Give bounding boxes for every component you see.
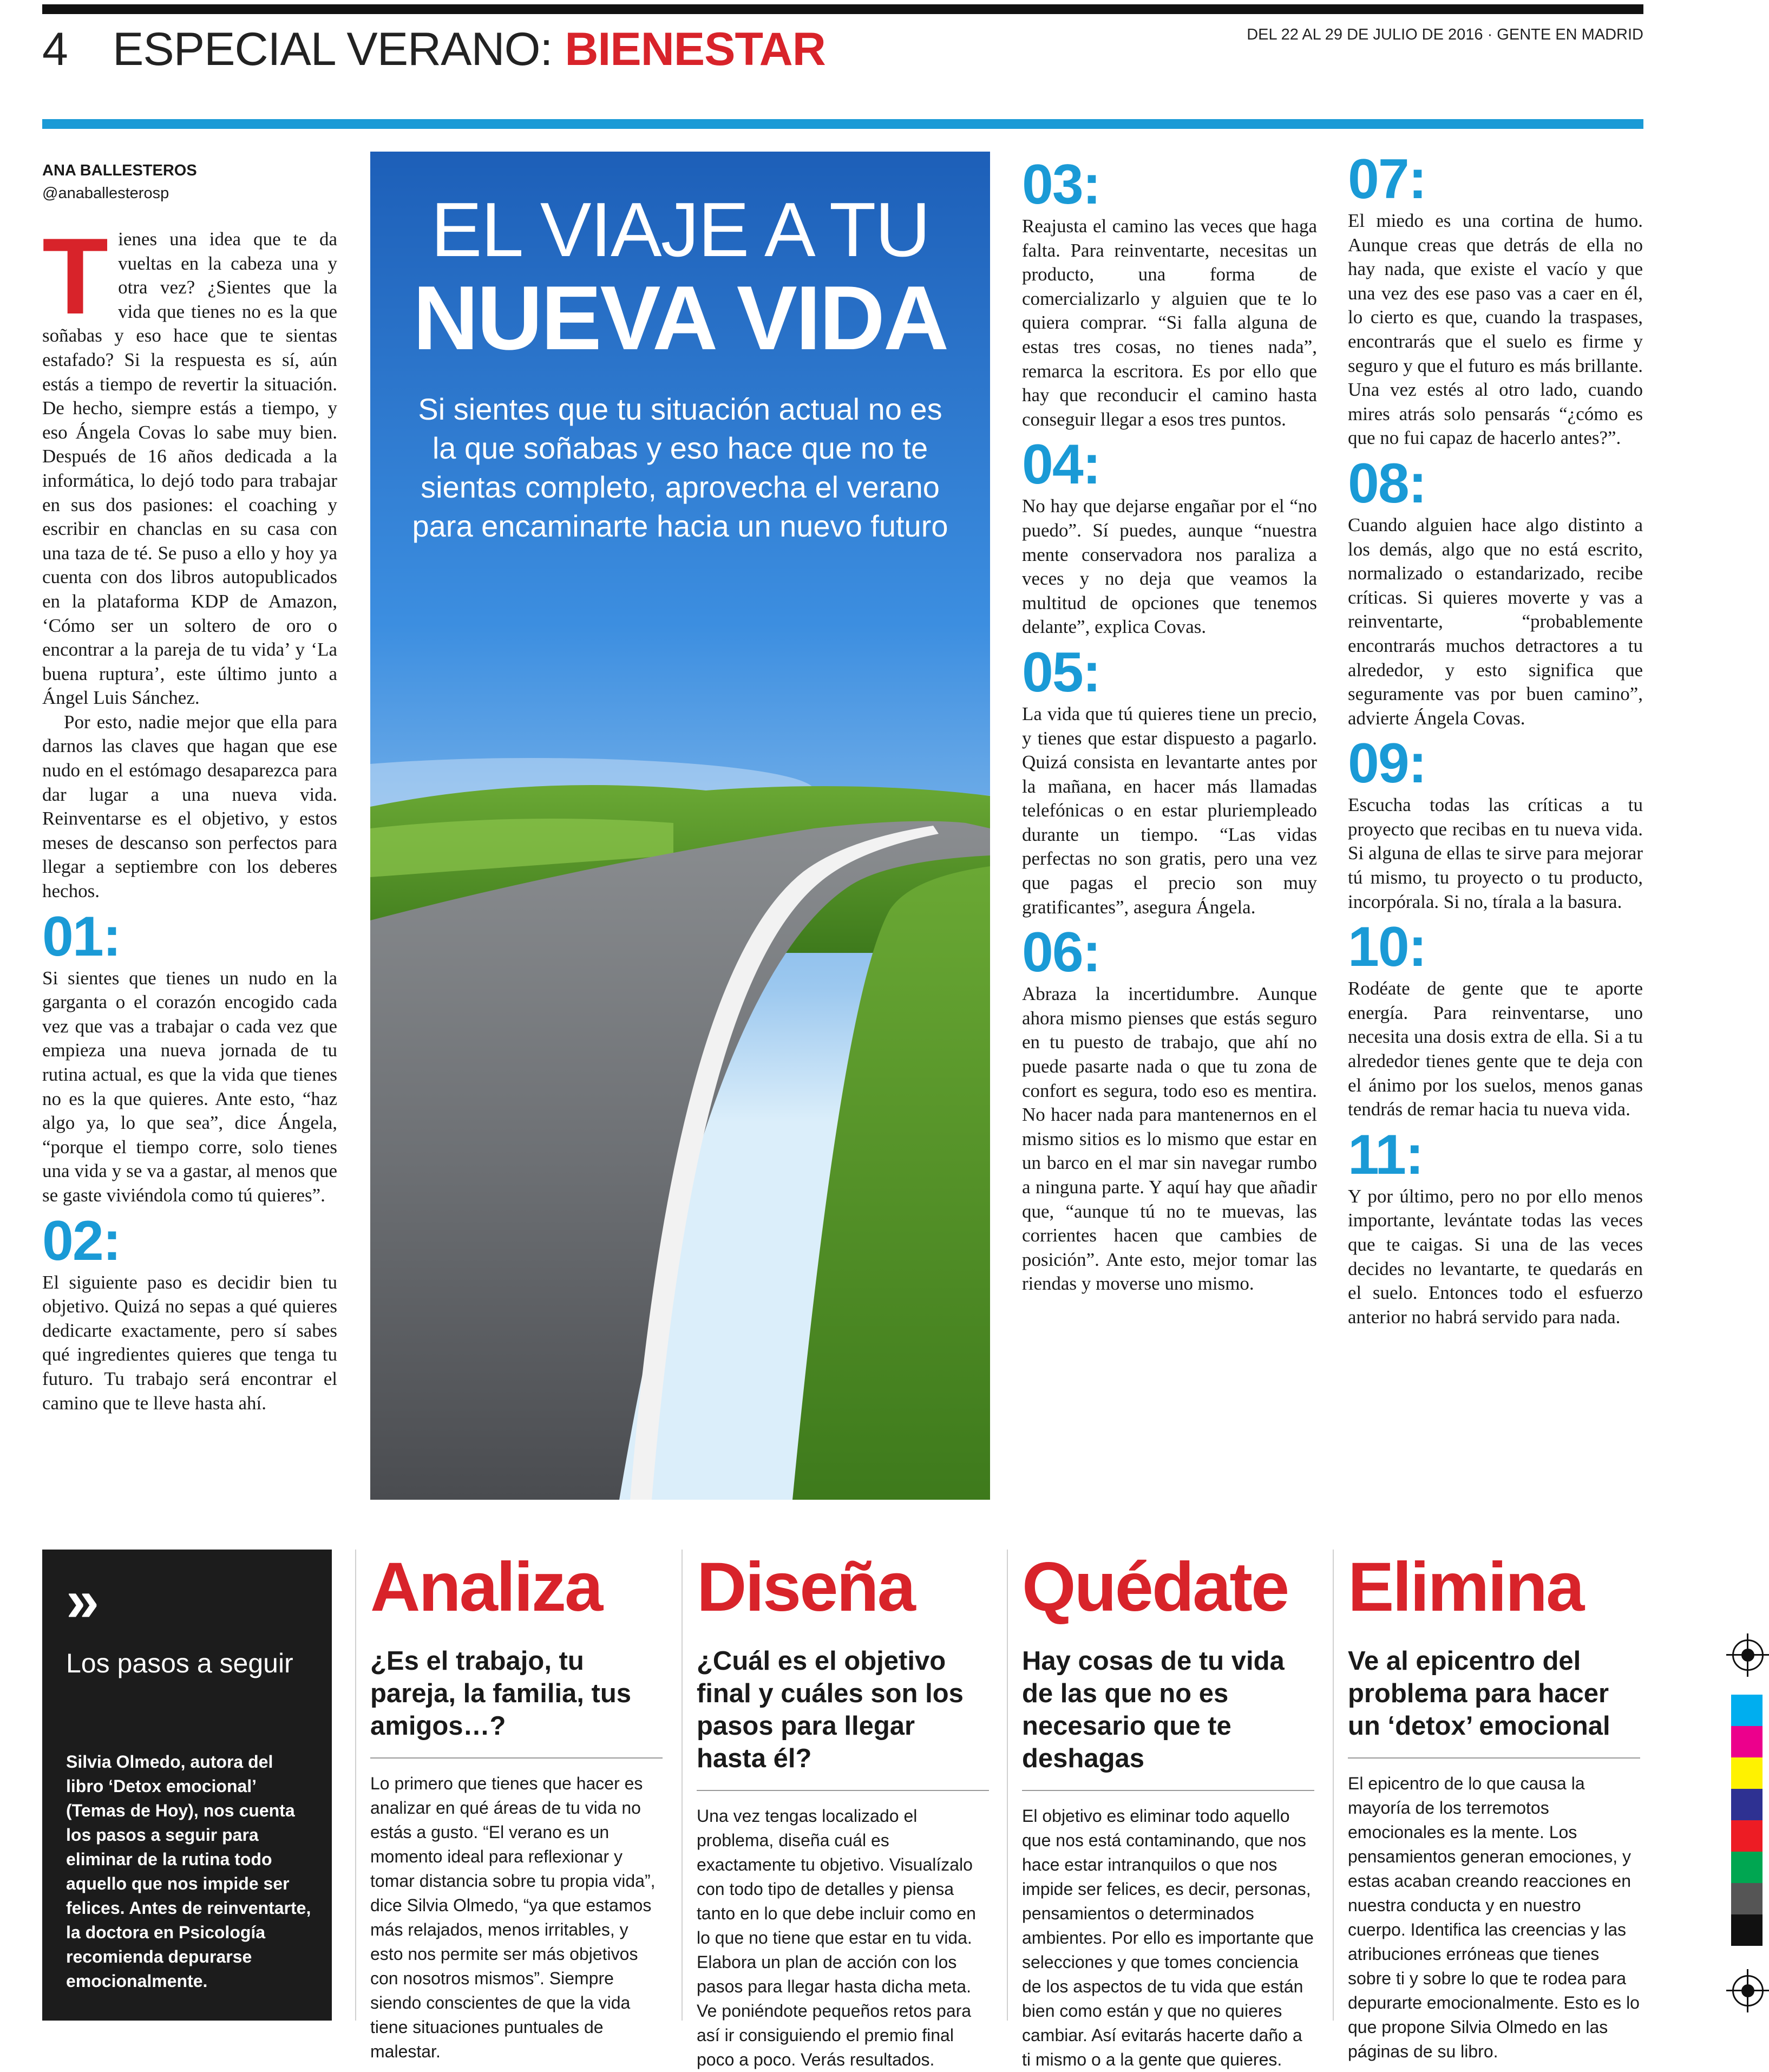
key-text-10: Rodéate de gente que te aporte energía. Para reinventarse, uno necesita una dosis extra de ella. Si a tu alrededor tienes gente que te deja con el ánimo por los suelos, menos ganas tendrás de remar hacia tu nueva vida.: [1348, 978, 1643, 1120]
step-analiza: [370, 1550, 663, 2064]
key-text-01: Si sientes que tienes un nudo en la garganta o el corazón encogido cada vez que vas a trabajar o cada vez que empieza una nueva jornada de tu rutina actual, es que la vida que tienes no es la que quieres. Ante esto, “haz algo ya, lo que sea”, dice Ángela, “porque el tiempo corre, solo tienes una vida y se va a gastar, al menos que se gaste viviéndola como tú quieres”.: [42, 967, 337, 1206]
step-question: Hay cosas de tu vida de las que no es necesario que te deshagas: [1022, 1646, 1285, 1773]
key-text-08: Cuando alguien hace algo distinto a los demás, algo que no está escrito, normalizado o estandarizado, recibe críticas. Si quieres moverte y vas a reinventarte, “probablemente encontrarás muchos detractores a tu alrededor, y esto significa que seguramente vas por buen camino”, advierte Ángela Covas.: [1348, 514, 1643, 729]
hero-title-line1: EL VIAJE A TU: [430, 187, 930, 273]
key-text-03: Reajusta el camino las veces que haga falta. Para reinventarte, necesitas un producto, una forma de comercializarlo y alguien que te lo quiera comprar. “Si falla alguna de estas tres cosas, no tienes nada”, remarca la escritora. Es por ello que hay que reconducir el camino hasta conseguir llegar a esos tres puntos.: [1022, 215, 1317, 430]
step-question: ¿Cuál es el objetivo final y cuáles son los pasos para llegar hasta él?: [697, 1646, 964, 1773]
color-swatch-red: [1731, 1820, 1763, 1852]
column-4: [1348, 149, 1643, 1508]
step-rule: [370, 1757, 663, 1759]
step-title: Diseña: [697, 1548, 914, 1626]
key-number-10: 10:: [1348, 916, 1426, 979]
step-rule: [697, 1790, 989, 1791]
column-divider: [682, 1550, 683, 2021]
color-swatch-magenta: [1731, 1726, 1763, 1757]
step-rule: [1348, 1757, 1640, 1759]
step-question: ¿Es el trabajo, tu pareja, la familia, tus amigos…?: [370, 1646, 632, 1741]
section-prefix: ESPECIAL VERANO:: [113, 23, 565, 75]
step-title: Elimina: [1348, 1548, 1583, 1626]
key-number-03: 03:: [1022, 155, 1100, 216]
color-swatch-blue: [1731, 1789, 1763, 1820]
section-rule: [42, 119, 1643, 129]
key-number-07: 07:: [1348, 149, 1426, 211]
key-text-11: Y por último, pero no por ello menos importante, levántate todas las veces que te caigas. Si una de las veces decides no levantarte, te quedarás en el suelo. Entonces todo el esfuerzo anterior no habrá servido para nada.: [1348, 1185, 1643, 1328]
registration-mark-icon: [1732, 1639, 1764, 1671]
intro-paragraph-2: Por esto, nadie mejor que ella para darnos las claves que hagan que ese nudo en el estómago desaparezca para dar lugar a una nueva vida. Reinventarse es el objetivo, y estos meses de descanso son perfectos para llegar a septiembre con los deberes hechos.: [42, 711, 337, 902]
key-number-05: 05:: [1022, 640, 1100, 704]
step-body: Lo primero que tienes que hacer es analizar en qué áreas de tu vida no estás a gusto. “El verano es un momento ideal para reflexionar y tomar distancia sobre tu propia vida”, dice Silvia Olmedo, “ya que estamos más relajados, menos irritables, y esto nos permite ser más objetivos con nosotros mismos”. Siempre siendo conscientes de que la vida tiene situaciones puntuales de malestar.: [370, 1774, 656, 2061]
author-name: ANA BALLESTEROS: [42, 162, 197, 179]
key-text-02: El siguiente paso es decidir bien tu objetivo. Quizá no sepas a qué quieres dedicarte exactamente, pero sí sabes qué ingredientes quieres que tenga tu futuro. Tu trabajo será encontrar el camino que te lleve hasta ahí.: [42, 1271, 337, 1414]
key-number-04: 04:: [1022, 433, 1100, 496]
dateline: DEL 22 AL 29 DE JULIO DE 2016 · GENTE EN MADRID: [1247, 26, 1643, 43]
intro-paragraph: [42, 227, 337, 710]
color-swatch-green: [1731, 1852, 1763, 1883]
column-1: [42, 227, 337, 1511]
section-highlight: BIENESTAR: [565, 23, 825, 75]
step-question: Ve al epicentro del problema para hacer un ‘detox’ emocional: [1348, 1646, 1610, 1741]
column-divider: [355, 1550, 356, 2021]
step-quedate: [1022, 1550, 1314, 2072]
step-disena: [697, 1550, 989, 2072]
intro-text: ienes una idea que te da vueltas en la cabeza una y otra vez? ¿Sientes que la vida que tienes no es la que soñabas y eso hace que te sientas estafado? Si la respuesta es sí, aún estás a tiempo de revertir la situación. De hecho, siempre estás a tiempo, y eso Ángela Covas lo sabe muy bien. Después de 16 años dedicada a la informática, lo dejó todo para trabajar en sus dos pasiones: el coaching y escribir en chanclas en su casa con una taza de té. Se puso a ello y hoy ya cuenta con dos libros autopublicados en la plataforma KDP de Amazon, ‘Cómo ser un soltero de oro o encontrar a la pareja de tu vida’ y ‘La buena ruptura’, este último junto a Ángel Luis Sánchez.: [42, 228, 337, 709]
step-body: El objetivo es eliminar todo aquello que nos está contaminando, que nos hace estar intranquilos o que nos impide ser felices, es decir, personas, pensamientos o determinados ambientes. Por ello es importante que selecciones y que tomes conciencia de los aspectos de tu vida que están bien como están y que no quieres cambiar. Así evitarás hacerte daño a ti mismo o a la gente que quieres.: [1022, 1806, 1314, 2069]
registration-mark-icon: [1732, 1975, 1764, 2006]
key-number-06: 06:: [1022, 921, 1100, 984]
key-number-08: 08:: [1348, 452, 1426, 515]
key-text-04: No hay que dejarse engañar por el “no puedo”. Sí puedes, aunque “nuestra mente conservadora nos paraliza a veces y no deja que veamos la multitud de opciones que tenemos delante”, explica Covas.: [1022, 495, 1317, 638]
step-elimina: [1348, 1550, 1640, 2064]
author-handle: @anaballesterosp: [42, 185, 169, 202]
section-title: [113, 19, 825, 79]
column-3: [1022, 155, 1317, 1508]
key-text-09: Escucha todas las críticas a tu proyecto que recibas en tu nueva vida. Si alguna de ellas te sirve para mejorar tú mismo, tu proyecto o tu producto, incorpórala. Si no, tírala a la basura.: [1348, 794, 1643, 912]
top-rule: [42, 4, 1643, 14]
column-divider: [1007, 1550, 1008, 2021]
key-text-05: La vida que tú quieres tiene un precio, y tienes que estar dispuesto a pagarlo. Quizá consista en levantarte antes por la mañana, en hacer más llamadas telefónicas o en estar pluriempleado durante un tiempo. “Las vidas perfectas no son gratis, pero una vez que pagas el precio son muy gratificantes”, asegura Ángela.: [1022, 703, 1317, 918]
steps-sidebar: [42, 1550, 332, 2021]
quote-glyph: »: [66, 1567, 100, 1634]
key-number-02: 02:: [42, 1209, 121, 1272]
step-rule: [1022, 1790, 1314, 1791]
key-number-09: 09:: [1348, 732, 1426, 795]
color-swatch-yellow: [1731, 1757, 1763, 1789]
step-title: Quédate: [1022, 1548, 1288, 1626]
sidebar-title: Los pasos a seguir: [66, 1648, 293, 1678]
hero-image: [370, 152, 990, 1500]
step-title: Analiza: [370, 1548, 602, 1626]
step-body: El epicentro de lo que causa la mayoría de los terremotos emocionales es la mente. Los pensamientos generan emociones, y estas acaban creando reacciones en nuestra conducta y en nuestro cuerpo. Identifica las creencias y las atribuciones erróneas que tienes sobre ti y sobre lo que te rodea para depurarte emocionalmente. Esto es lo que propone Silvia Olmedo en las páginas de su libro.: [1348, 1774, 1640, 2061]
key-text-07: El miedo es una cortina de humo. Aunque creas que detrás de ella no hay nada, que existe el vacío y que una vez des ese paso vas a caer en él, lo cierto es que, cuando la traspases, encontrarás que el suelo es firme y seguro y que el futuro es más brillante. Una vez estés al otro lado, cuando mires atrás solo pensarás “¿cómo es que no fui capaz de hacerlo antes?”.: [1348, 210, 1643, 449]
color-swatch-cyan: [1731, 1695, 1763, 1726]
key-number-11: 11:: [1348, 1123, 1423, 1186]
key-number-01: 01:: [42, 905, 121, 968]
drop-cap: T: [42, 227, 109, 337]
column-divider: [1333, 1550, 1334, 2021]
key-text-06: Abraza la incertidumbre. Aunque ahora mismo pienses que estás seguro en tu puesto de trabajo, que ahí no puede pasarte nada o que tu zona de confort es segura, todo eso es mentira. No hacer nada para mantenernos en el mismo sitios es lo mismo que estar en un barco en el mar sin navegar rumbo a ninguna parte. Y aquí hay que añadir que, “aunque tú no te muevas, las corrientes hacen que cambies de posición”. Ante esto, mejor tomar las riendas y moverse uno mismo.: [1022, 983, 1317, 1295]
color-swatch-black: [1731, 1914, 1763, 1946]
step-body: Una vez tengas localizado el problema, diseña cuál es exactamente tu objetivo. Visualízalo con todo tipo de detalles y piensa tanto en lo que debe incluir como en lo que no tiene que estar en tu vida. Elabora un plan de acción con los pasos para llegar hasta dicha meta. Ve poniéndote pequeños retos para así ir consiguiendo el premio final poco a poco. Verás resultados.: [697, 1806, 976, 2069]
page-number: 4: [42, 23, 68, 75]
hero-title-line2: NUEVA VIDA: [412, 267, 948, 369]
color-swatch-gray: [1731, 1883, 1763, 1914]
hero-subtitle: Si sientes que tu situación actual no es la que soñabas y eso hace que no te sientas completo, aprovecha el verano para encaminarte hacia un nuevo futuro: [412, 392, 948, 543]
sidebar-body: Silvia Olmedo, autora del libro ‘Detox emocional’ (Temas de Hoy), nos cuenta los pasos a seguir para eliminar de la rutina todo aquello que nos impide ser felices. Antes de reinventarte, la doctora en Psicología recomienda depurarse emocionalmente.: [66, 1752, 311, 1991]
